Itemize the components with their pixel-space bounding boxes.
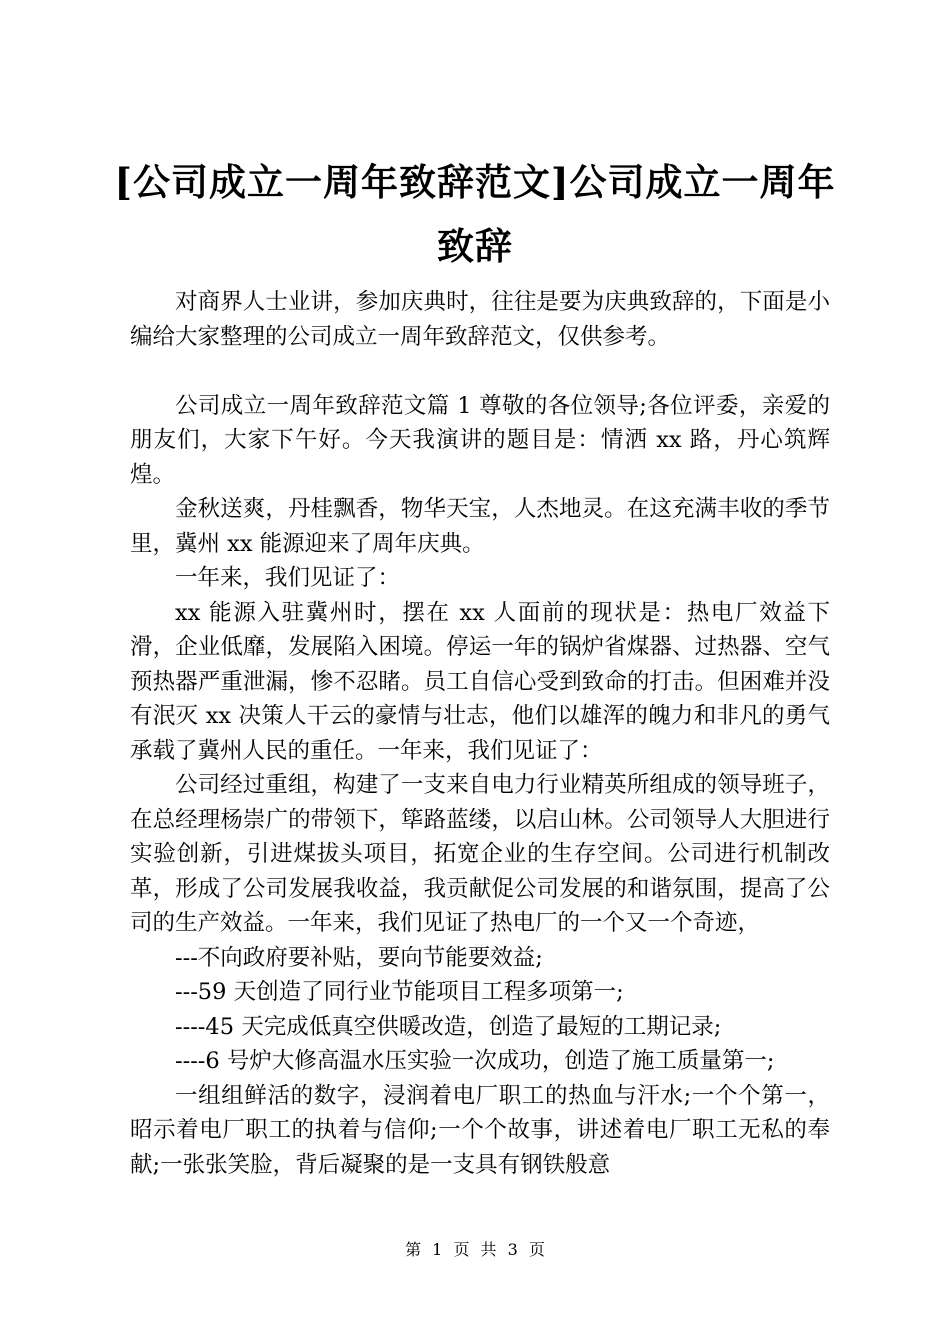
list-item: ---不向政府要补贴，要向节能要效益; (175, 944, 543, 971)
document-title: [公司成立一周年致辞范文]公司成立一周年致辞 (114, 160, 836, 268)
body-paragraph: 一年来，我们见证了： (175, 565, 401, 591)
body-paragraph: 公司成立一周年致辞范文篇 1 尊敬的各位领导;各位评委，亲爱的朋友们，大家下午好。今天我演讲的题目是：情洒 xx 路，丹心筑辉煌。 (130, 392, 830, 488)
list-item: ----6 号炉大修高温水压实验一次成功，创造了施工质量第一; (175, 1048, 775, 1074)
body-paragraph: 金秋送爽，丹桂飘香，物华天宝，人杰地灵。在这充满丰收的季节里，冀州 xx 能源迎来了周年庆典。 (130, 496, 830, 557)
list-item: ---59 天创造了同行业节能项目工程多项第一; (175, 979, 624, 1005)
page-footer: 第 1 页 共 3 页 (405, 1240, 545, 1259)
document-body (130, 285, 830, 1182)
list-item: ----45 天完成低真空供暖改造，创造了最短的工期记录; (175, 1013, 722, 1040)
body-paragraph: 一组组鲜活的数字，浸润着电厂职工的热血与汗水;一个个第一，昭示着电厂职工的执着与信仰;一个个故事，讲述着电厂职工无私的奉献;一张张笑脸，背后凝聚的是一支具有钢铁般意 (130, 1082, 830, 1178)
body-paragraph: 公司经过重组，构建了一支来自电力行业精英所组成的领导班子，在总经理杨崇广的带领下，筚路蓝缕，以启山林。公司领导人大胆进行实验创新，引进煤拔头项目，拓宽企业的生存空间。公司进行机制改革，形成了公司发展我收益，我贡献促公司发展的和谐氛围，提高了公司的生产效益。一年来，我们见证了热电厂的一个又一个奇迹， (130, 772, 830, 936)
body-paragraph: xx 能源入驻冀州时，摆在 xx 人面前的现状是：热电厂效益下滑，企业低靡，发展陷入困境。停运一年的锅炉省煤器、过热器、空气预热器严重泄漏，惨不忍睹。员工自信心受到致命的打击。但困难并没有泯灭 xx 决策人干云的豪情与壮志，他们以雄浑的魄力和非凡的勇气承载了冀州人民的重任。一年来，我们见证了： (130, 599, 830, 764)
intro-paragraph: 对商界人士业讲，参加庆典时，往往是要为庆典致辞的，下面是小编给大家整理的公司成立一周年致辞范文，仅供参考。 (130, 289, 830, 350)
